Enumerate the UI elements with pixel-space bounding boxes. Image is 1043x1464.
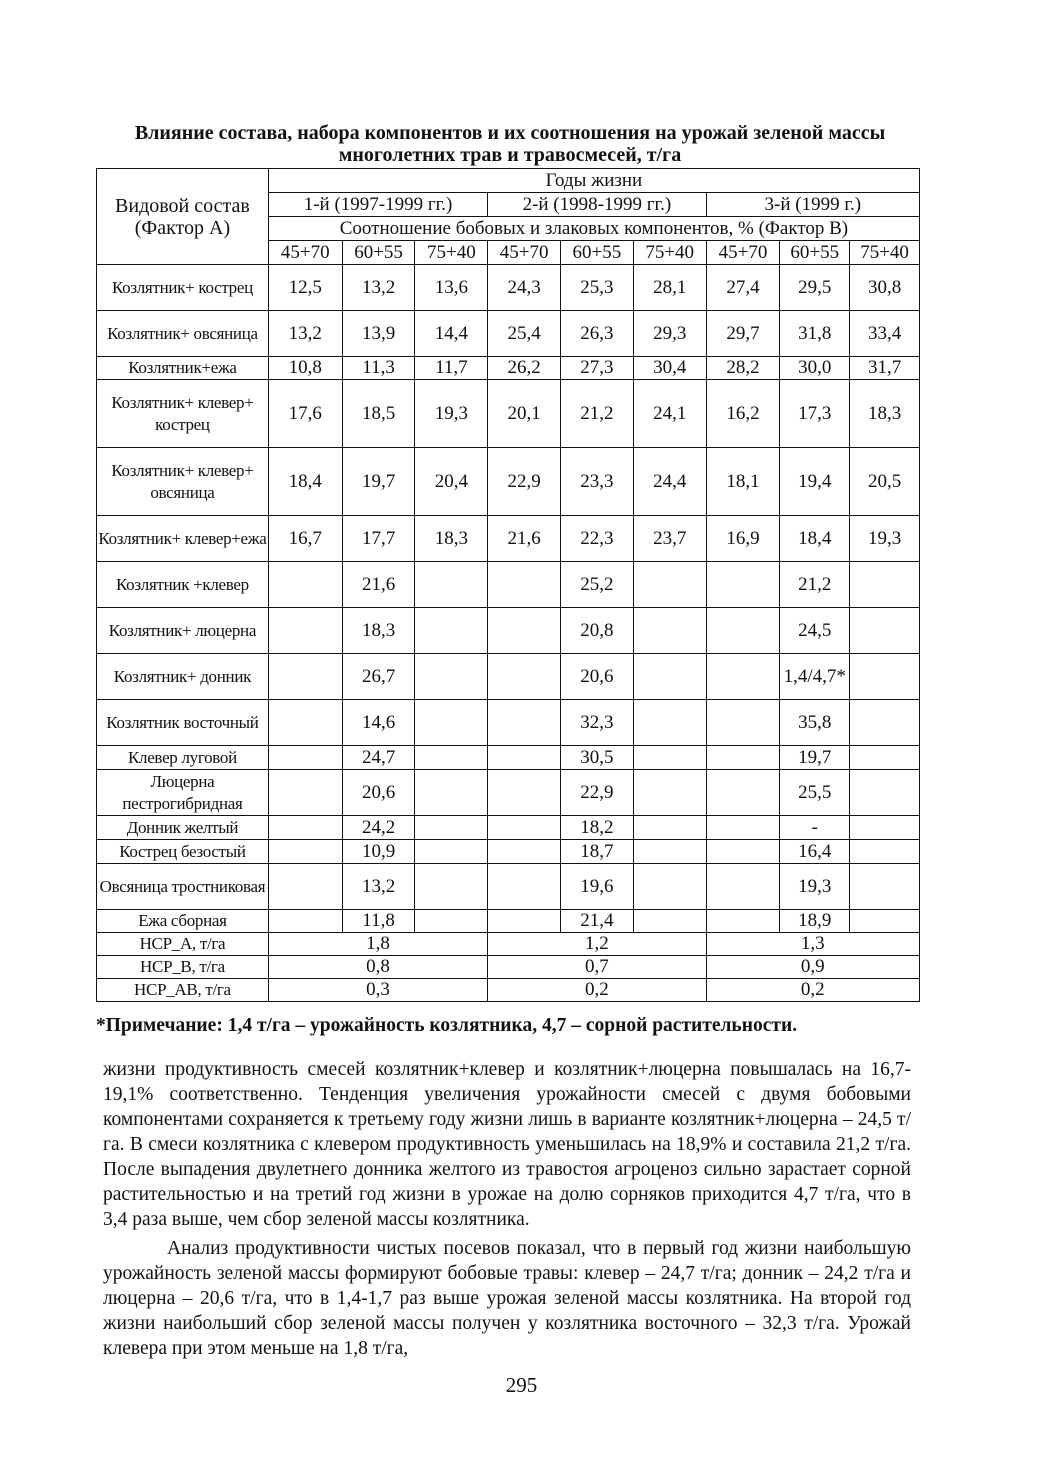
header-row-years <box>97 169 920 193</box>
value-cell: 10,8 <box>268 357 342 380</box>
year-group-3: 3-й (1999 г.) <box>706 193 919 217</box>
value-cell <box>415 608 488 654</box>
value-cell <box>633 654 706 700</box>
lsd-row <box>97 933 920 956</box>
value-cell: 21,6 <box>488 516 561 562</box>
value-cell: 25,4 <box>488 311 561 357</box>
value-cell: 21,4 <box>561 910 634 933</box>
value-cell: 20,8 <box>561 608 634 654</box>
value-cell: 24,7 <box>342 746 415 770</box>
value-cell: 19,4 <box>780 448 850 516</box>
table-row <box>97 380 920 448</box>
row-label: Козлятник +клевер <box>97 562 269 608</box>
value-cell: 29,5 <box>780 265 850 311</box>
value-cell: 20,4 <box>415 448 488 516</box>
value-cell: 28,2 <box>706 357 780 380</box>
value-cell: 16,2 <box>706 380 780 448</box>
value-cell <box>706 770 780 816</box>
value-cell: 26,2 <box>488 357 561 380</box>
paragraph: Анализ продуктивности чистых посевов показал, что в первый год жизни наибольшую урожайность зеленой массы формируют бобовые травы: клевер – 24,7 т/га; донник – 24,2 т/га и люцерна – 20,6 т/га, что в 1,4-1,7 раз выше урожая зеленой массы козлятника. На второй год жизни наибольший сбор зеленой массы получен у козлятника восточного – 32,3 т/га. Урожай клевера при этом меньше на 1,8 т/га, <box>103 1238 911 1359</box>
value-cell: 27,4 <box>706 265 780 311</box>
page-number: 295 <box>505 1373 538 1397</box>
value-cell: 12,5 <box>268 265 342 311</box>
value-cell <box>850 700 920 746</box>
value-cell: 20,1 <box>488 380 561 448</box>
value-cell: 13,2 <box>342 265 415 311</box>
value-cell <box>706 840 780 864</box>
value-cell: 31,8 <box>780 311 850 357</box>
value-cell <box>415 864 488 910</box>
value-cell: 18,3 <box>342 608 415 654</box>
value-cell <box>850 864 920 910</box>
lsd-value: 1,2 <box>488 933 706 956</box>
table-row <box>97 910 920 933</box>
row-label: Ежа сборная <box>97 910 269 933</box>
value-cell: 19,7 <box>780 746 850 770</box>
ratio-cell: 45+70 <box>488 241 561 265</box>
body-text <box>103 1057 911 1365</box>
value-cell: 24,4 <box>633 448 706 516</box>
value-cell: 19,7 <box>342 448 415 516</box>
value-cell <box>850 840 920 864</box>
value-cell <box>415 816 488 840</box>
value-cell: 1,4/4,7* <box>780 654 850 700</box>
ratio-cell: 60+55 <box>561 241 634 265</box>
value-cell: 24,3 <box>488 265 561 311</box>
value-cell: 30,5 <box>561 746 634 770</box>
value-cell: 18,2 <box>561 816 634 840</box>
row-label: Клевер луговой <box>97 746 269 770</box>
value-cell <box>706 700 780 746</box>
lsd-value: 0,3 <box>268 979 487 1002</box>
value-cell: 29,3 <box>633 311 706 357</box>
value-cell: 22,3 <box>561 516 634 562</box>
value-cell: 22,9 <box>488 448 561 516</box>
ratio-cell: 60+55 <box>342 241 415 265</box>
table-row <box>97 516 920 562</box>
value-cell <box>268 816 342 840</box>
value-cell: 18,4 <box>780 516 850 562</box>
value-cell: 25,3 <box>561 265 634 311</box>
value-cell: 30,0 <box>780 357 850 380</box>
value-cell <box>488 864 561 910</box>
value-cell: 27,3 <box>561 357 634 380</box>
value-cell: 20,6 <box>561 654 634 700</box>
value-cell <box>415 910 488 933</box>
lsd-label: НСР_А, т/га <box>97 933 269 956</box>
table-footnote: *Примечание: 1,4 т/га – урожайность козлятника, 4,7 – сорной растительности. <box>96 1015 798 1036</box>
value-cell <box>488 562 561 608</box>
value-cell <box>488 816 561 840</box>
value-cell <box>850 816 920 840</box>
value-cell <box>268 700 342 746</box>
value-cell: 19,3 <box>780 864 850 910</box>
value-cell <box>415 770 488 816</box>
row-label: Козлятник+ клевер+ овсяница <box>97 448 269 516</box>
row-label: Козлятник+ клевер+ежа <box>97 516 269 562</box>
value-cell <box>415 562 488 608</box>
value-cell <box>415 700 488 746</box>
table-row <box>97 840 920 864</box>
value-cell <box>850 562 920 608</box>
value-cell: 21,6 <box>342 562 415 608</box>
value-cell <box>488 770 561 816</box>
value-cell: 31,7 <box>850 357 920 380</box>
value-cell <box>706 654 780 700</box>
lsd-value: 1,3 <box>706 933 919 956</box>
value-cell <box>415 840 488 864</box>
table-row <box>97 700 920 746</box>
value-cell <box>633 770 706 816</box>
value-cell <box>268 864 342 910</box>
value-cell: 13,6 <box>415 265 488 311</box>
value-cell <box>268 840 342 864</box>
value-cell: 33,4 <box>850 311 920 357</box>
value-cell: 18,3 <box>850 380 920 448</box>
table-row <box>97 562 920 608</box>
table-row <box>97 608 920 654</box>
table-row <box>97 864 920 910</box>
value-cell <box>633 608 706 654</box>
row-label: Овсяница тростниковая <box>97 864 269 910</box>
value-cell <box>488 910 561 933</box>
value-cell <box>706 746 780 770</box>
lsd-value: 1,8 <box>268 933 487 956</box>
value-cell: 13,9 <box>342 311 415 357</box>
value-cell <box>488 746 561 770</box>
value-cell <box>633 816 706 840</box>
value-cell: 18,9 <box>780 910 850 933</box>
paragraph: жизни продуктивность смесей козлятник+клевер и козлятник+люцерна повышалась на 16,7-19,1% соответственно. Тенденция увеличения урожайности смесей с двумя бобовыми компонентами сохраняется к третьему году жизни лишь в варианте козлятник+люцерна – 24,5 т/га. В смеси козлятника с клевером продуктивность уменьшилась на 18,9% и составила 21,2 т/га. После выпадения двулетнего донника желтого из травостоя агроценоз сильно зарастает сорной растительностью и на третий год жизни в урожае на долю сорняков приходится 4,7 т/га, что в 3,4 раза выше, чем сбор зеленой массы козлятника. <box>103 1059 911 1230</box>
ratio-cell: 75+40 <box>633 241 706 265</box>
row-label: Козлятник+ люцерна <box>97 608 269 654</box>
value-cell: 17,3 <box>780 380 850 448</box>
value-cell: 14,4 <box>415 311 488 357</box>
value-cell: - <box>780 816 850 840</box>
value-cell: 17,7 <box>342 516 415 562</box>
row-label: Козлятник+ клевер+ кострец <box>97 380 269 448</box>
value-cell <box>706 816 780 840</box>
value-cell: 22,9 <box>561 770 634 816</box>
value-cell: 13,2 <box>268 311 342 357</box>
yield-table <box>96 168 920 1002</box>
value-cell <box>850 746 920 770</box>
value-cell: 28,1 <box>633 265 706 311</box>
value-cell <box>850 770 920 816</box>
factor-a-header: Видовой состав (Фактор А) <box>97 169 269 265</box>
table-row <box>97 448 920 516</box>
value-cell <box>706 864 780 910</box>
value-cell: 16,4 <box>780 840 850 864</box>
value-cell <box>850 910 920 933</box>
table-row <box>97 654 920 700</box>
value-cell: 30,4 <box>633 357 706 380</box>
value-cell: 24,2 <box>342 816 415 840</box>
value-cell: 23,7 <box>633 516 706 562</box>
value-cell <box>268 654 342 700</box>
years-header: Годы жизни <box>268 169 919 193</box>
value-cell: 11,3 <box>342 357 415 380</box>
table-body <box>97 169 920 1002</box>
value-cell <box>706 910 780 933</box>
value-cell <box>706 562 780 608</box>
value-cell: 16,9 <box>706 516 780 562</box>
table-row <box>97 265 920 311</box>
lsd-label: НСР_В, т/га <box>97 956 269 979</box>
value-cell <box>850 654 920 700</box>
value-cell <box>415 654 488 700</box>
value-cell: 18,4 <box>268 448 342 516</box>
value-cell: 20,6 <box>342 770 415 816</box>
value-cell: 18,1 <box>706 448 780 516</box>
ratio-cell: 45+70 <box>706 241 780 265</box>
year-group-2: 2-й (1998-1999 гг.) <box>488 193 706 217</box>
value-cell <box>415 746 488 770</box>
row-label: Люцерна пестрогибридная <box>97 770 269 816</box>
value-cell: 16,7 <box>268 516 342 562</box>
lsd-value: 0,8 <box>268 956 487 979</box>
value-cell <box>633 910 706 933</box>
lsd-row <box>97 956 920 979</box>
value-cell <box>488 700 561 746</box>
value-cell <box>633 562 706 608</box>
value-cell: 20,5 <box>850 448 920 516</box>
table-row <box>97 770 920 816</box>
table-row <box>97 311 920 357</box>
value-cell <box>268 746 342 770</box>
lsd-row <box>97 979 920 1002</box>
value-cell <box>633 864 706 910</box>
value-cell: 30,8 <box>850 265 920 311</box>
value-cell: 25,5 <box>780 770 850 816</box>
value-cell: 19,3 <box>850 516 920 562</box>
ratio-cell: 60+55 <box>780 241 850 265</box>
value-cell <box>488 608 561 654</box>
value-cell: 25,2 <box>561 562 634 608</box>
lsd-value: 0,2 <box>706 979 919 1002</box>
row-label: Кострец безостый <box>97 840 269 864</box>
value-cell: 11,7 <box>415 357 488 380</box>
value-cell <box>633 746 706 770</box>
value-cell: 35,8 <box>780 700 850 746</box>
row-label: Козлятник+ кострец <box>97 265 269 311</box>
value-cell: 24,1 <box>633 380 706 448</box>
value-cell: 24,5 <box>780 608 850 654</box>
value-cell: 19,6 <box>561 864 634 910</box>
value-cell: 11,8 <box>342 910 415 933</box>
ratio-cell: 45+70 <box>268 241 342 265</box>
value-cell <box>268 910 342 933</box>
value-cell: 18,5 <box>342 380 415 448</box>
ratio-cell: 75+40 <box>415 241 488 265</box>
value-cell <box>268 608 342 654</box>
table-row <box>97 746 920 770</box>
lsd-label: НСР_АВ, т/га <box>97 979 269 1002</box>
table-caption: Влияние состава, набора компонентов и их соотношения на урожай зеленой массы многолетних трав и травосмесей, т/га <box>134 122 886 166</box>
ratio-cell: 75+40 <box>850 241 920 265</box>
lsd-value: 0,7 <box>488 956 706 979</box>
value-cell <box>633 840 706 864</box>
value-cell: 21,2 <box>780 562 850 608</box>
value-cell: 17,6 <box>268 380 342 448</box>
value-cell: 23,3 <box>561 448 634 516</box>
value-cell: 26,3 <box>561 311 634 357</box>
row-label: Козлятник+ежа <box>97 357 269 380</box>
table-row <box>97 357 920 380</box>
value-cell: 10,9 <box>342 840 415 864</box>
value-cell: 18,3 <box>415 516 488 562</box>
value-cell: 13,2 <box>342 864 415 910</box>
table-row <box>97 816 920 840</box>
value-cell <box>706 608 780 654</box>
row-label: Козлятник+ овсяница <box>97 311 269 357</box>
value-cell <box>268 770 342 816</box>
value-cell <box>633 700 706 746</box>
row-label: Донник желтый <box>97 816 269 840</box>
value-cell: 19,3 <box>415 380 488 448</box>
value-cell <box>488 654 561 700</box>
value-cell: 32,3 <box>561 700 634 746</box>
ratio-header: Соотношение бобовых и злаковых компонентов, % (Фактор В) <box>268 217 919 241</box>
value-cell <box>268 562 342 608</box>
year-group-1: 1-й (1997-1999 гг.) <box>268 193 487 217</box>
lsd-value: 0,2 <box>488 979 706 1002</box>
row-label: Козлятник+ донник <box>97 654 269 700</box>
value-cell: 21,2 <box>561 380 634 448</box>
value-cell: 29,7 <box>706 311 780 357</box>
value-cell <box>488 840 561 864</box>
value-cell: 18,7 <box>561 840 634 864</box>
value-cell: 26,7 <box>342 654 415 700</box>
lsd-value: 0,9 <box>706 956 919 979</box>
value-cell: 14,6 <box>342 700 415 746</box>
value-cell <box>850 608 920 654</box>
row-label: Козлятник восточный <box>97 700 269 746</box>
